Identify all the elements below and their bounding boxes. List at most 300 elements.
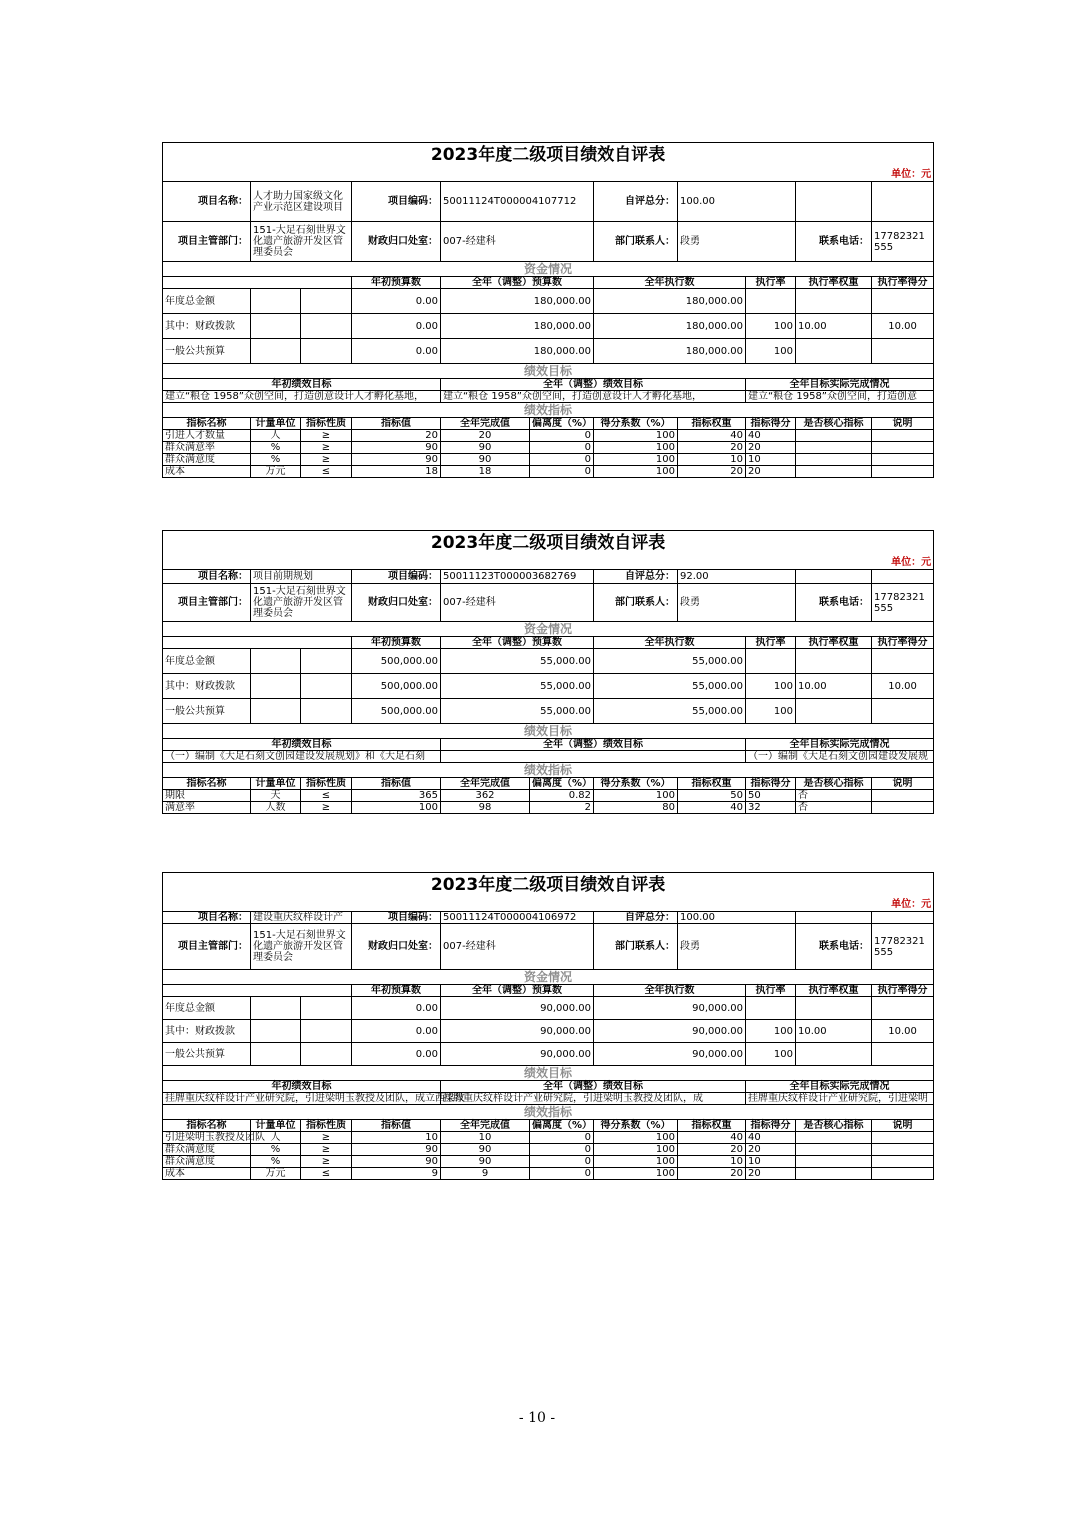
dept-label: 项目主管部门： bbox=[163, 584, 251, 622]
indicator-weight: 20 bbox=[678, 466, 746, 478]
goal-header: 年初绩效目标 bbox=[163, 379, 441, 391]
indicator-value: 100 bbox=[352, 802, 441, 814]
indicator-header: 指标得分 bbox=[746, 1120, 796, 1132]
indicator-done: 18 bbox=[441, 466, 530, 478]
indicator-header: 偏离度（%） bbox=[530, 778, 594, 790]
indicator-core bbox=[796, 454, 872, 466]
fund-header: 执行率权重 bbox=[796, 637, 872, 649]
indicator-header: 得分系数（%） bbox=[594, 1120, 678, 1132]
indicator-core bbox=[796, 442, 872, 454]
indicators-section-title: 绩效指标 bbox=[163, 763, 934, 778]
phone-label: 联系电话： bbox=[796, 584, 872, 622]
fund-header: 全年执行数 bbox=[594, 277, 746, 289]
fund-row-name: 年度总金额 bbox=[163, 289, 251, 314]
total-score: 100.00 bbox=[678, 182, 796, 222]
total-score: 92.00 bbox=[678, 570, 796, 584]
indicator-core: 否 bbox=[796, 790, 872, 802]
fund-executed: 55,000.00 bbox=[594, 674, 746, 699]
indicator-score: 10 bbox=[746, 1156, 796, 1168]
indicator-name: 引进梁明玉教授及团队 bbox=[163, 1132, 251, 1144]
indicator-value: 9 bbox=[352, 1168, 441, 1180]
project-code-label: 项目编码： bbox=[352, 182, 441, 222]
empty-cell bbox=[301, 997, 352, 1020]
indicators-section-title: 绩效指标 bbox=[163, 1105, 934, 1120]
empty-cell bbox=[251, 289, 301, 314]
indicator-score: 50 bbox=[746, 790, 796, 802]
indicator-core: 否 bbox=[796, 802, 872, 814]
goals-section-title: 绩效目标 bbox=[163, 724, 934, 739]
fund-adjusted: 55,000.00 bbox=[441, 649, 594, 674]
indicator-score: 20 bbox=[746, 442, 796, 454]
indicator-name: 成本 bbox=[163, 466, 251, 478]
empty-cell bbox=[796, 912, 872, 924]
fund-weight: 10.00 bbox=[796, 674, 872, 699]
project-name: 建设重庆纹样设计产 bbox=[251, 912, 352, 924]
indicator-header: 说明 bbox=[872, 778, 934, 790]
fund-executed: 180,000.00 bbox=[594, 289, 746, 314]
unit-label: 单位：元 bbox=[163, 557, 934, 570]
indicator-score: 40 bbox=[746, 1132, 796, 1144]
fund-score: 10.00 bbox=[872, 674, 934, 699]
empty-cell bbox=[251, 1043, 301, 1066]
fund-initial: 0.00 bbox=[352, 314, 441, 339]
fund-header: 执行率 bbox=[746, 277, 796, 289]
page-number: - 10 - bbox=[518, 1410, 556, 1426]
indicator-done: 98 bbox=[441, 802, 530, 814]
fund-rate: 100 bbox=[746, 674, 796, 699]
self-eval-sheet-1 bbox=[162, 142, 932, 478]
indicator-done: 90 bbox=[441, 442, 530, 454]
fund-weight bbox=[796, 339, 872, 364]
indicator-done: 10 bbox=[441, 1132, 530, 1144]
indicator-header: 指标得分 bbox=[746, 418, 796, 430]
indicator-unit: 人数 bbox=[251, 802, 301, 814]
fund-rate: 100 bbox=[746, 1043, 796, 1066]
fund-score bbox=[872, 997, 934, 1020]
empty-cell bbox=[301, 674, 352, 699]
indicator-name: 引进人才数量 bbox=[163, 430, 251, 442]
contact-name: 段勇 bbox=[678, 924, 796, 970]
fund-rate: 100 bbox=[746, 339, 796, 364]
contact-label: 部门联系人： bbox=[594, 924, 678, 970]
indicator-weight: 20 bbox=[678, 442, 746, 454]
indicator-header: 全年完成值 bbox=[441, 778, 530, 790]
indicator-core bbox=[796, 1168, 872, 1180]
fund-header: 执行率得分 bbox=[872, 277, 934, 289]
indicator-coef: 100 bbox=[594, 1168, 678, 1180]
finance-office: 007-经建科 bbox=[441, 584, 594, 622]
empty-cell bbox=[251, 1020, 301, 1043]
table-title: 2023年度二级项目绩效自评表 bbox=[163, 873, 934, 899]
indicator-done: 90 bbox=[441, 1156, 530, 1168]
indicator-header: 得分系数（%） bbox=[594, 778, 678, 790]
indicator-unit: % bbox=[251, 442, 301, 454]
empty-cell bbox=[251, 339, 301, 364]
indicator-coef: 100 bbox=[594, 454, 678, 466]
dept-label: 项目主管部门： bbox=[163, 924, 251, 970]
goal-actual: 挂牌重庆纹样设计产业研究院，引进梁明 bbox=[746, 1093, 934, 1105]
indicator-header: 指标值 bbox=[352, 778, 441, 790]
fund-header: 年初预算数 bbox=[352, 637, 441, 649]
fund-header: 全年（调整）预算数 bbox=[441, 277, 594, 289]
empty-cell bbox=[796, 182, 872, 222]
fund-row-name: 其中：财政拨款 bbox=[163, 674, 251, 699]
fund-header: 执行率 bbox=[746, 637, 796, 649]
fund-initial: 0.00 bbox=[352, 1020, 441, 1043]
indicator-header: 是否核心指标 bbox=[796, 418, 872, 430]
indicator-coef: 100 bbox=[594, 466, 678, 478]
fund-row-name: 其中：财政拨款 bbox=[163, 1020, 251, 1043]
goals-section-title: 绩效目标 bbox=[163, 364, 934, 379]
goal-header: 全年目标实际完成情况 bbox=[746, 379, 934, 391]
indicators-section-title: 绩效指标 bbox=[163, 403, 934, 418]
indicator-coef: 100 bbox=[594, 430, 678, 442]
fund-adjusted: 180,000.00 bbox=[441, 314, 594, 339]
fund-header-blank bbox=[163, 277, 352, 289]
indicator-header: 全年完成值 bbox=[441, 418, 530, 430]
goal-header: 全年（调整）绩效目标 bbox=[441, 739, 746, 751]
fund-score bbox=[872, 1043, 934, 1066]
indicator-header: 计量单位 bbox=[251, 1120, 301, 1132]
fund-rate bbox=[746, 289, 796, 314]
fund-executed: 90,000.00 bbox=[594, 997, 746, 1020]
empty-cell bbox=[301, 339, 352, 364]
indicator-value: 90 bbox=[352, 454, 441, 466]
indicator-header: 指标性质 bbox=[301, 418, 352, 430]
fund-executed: 180,000.00 bbox=[594, 339, 746, 364]
indicator-note bbox=[872, 466, 934, 478]
finance-office-label: 财政归口处室： bbox=[352, 924, 441, 970]
goal-header: 年初绩效目标 bbox=[163, 1081, 441, 1093]
fund-initial: 0.00 bbox=[352, 1043, 441, 1066]
unit-label: 单位：元 bbox=[163, 169, 934, 182]
indicator-header: 指标名称 bbox=[163, 1120, 251, 1132]
indicator-dev: 0 bbox=[530, 1132, 594, 1144]
indicator-score: 20 bbox=[746, 1144, 796, 1156]
fund-score: 10.00 bbox=[872, 314, 934, 339]
project-code-label: 项目编码： bbox=[352, 912, 441, 924]
indicator-header: 偏离度（%） bbox=[530, 418, 594, 430]
indicator-note bbox=[872, 802, 934, 814]
indicator-unit: % bbox=[251, 454, 301, 466]
indicator-score: 20 bbox=[746, 1168, 796, 1180]
fund-score bbox=[872, 339, 934, 364]
goal-header: 全年目标实际完成情况 bbox=[746, 1081, 934, 1093]
phone-number: 17782321555 bbox=[872, 924, 934, 970]
fund-rate: 100 bbox=[746, 1020, 796, 1043]
indicator-unit: 万元 bbox=[251, 1168, 301, 1180]
empty-cell bbox=[251, 314, 301, 339]
dept-name: 151-大足石刻世界文化遗产旅游开发区管理委员会 bbox=[251, 222, 352, 262]
fund-weight bbox=[796, 997, 872, 1020]
indicator-coef: 100 bbox=[594, 1132, 678, 1144]
fund-rate: 100 bbox=[746, 699, 796, 724]
total-score: 100.00 bbox=[678, 912, 796, 924]
indicator-value: 90 bbox=[352, 442, 441, 454]
indicator-nature: ≥ bbox=[301, 802, 352, 814]
fund-row-name: 一般公共预算 bbox=[163, 1043, 251, 1066]
indicator-header: 计量单位 bbox=[251, 418, 301, 430]
indicator-header: 指标权重 bbox=[678, 778, 746, 790]
fund-header: 全年执行数 bbox=[594, 985, 746, 997]
indicator-header: 指标值 bbox=[352, 418, 441, 430]
fund-header: 全年执行数 bbox=[594, 637, 746, 649]
indicator-done: 90 bbox=[441, 1144, 530, 1156]
fund-rate bbox=[746, 649, 796, 674]
fund-header: 执行率权重 bbox=[796, 985, 872, 997]
fund-adjusted: 90,000.00 bbox=[441, 1020, 594, 1043]
indicator-header: 指标性质 bbox=[301, 778, 352, 790]
empty-cell bbox=[872, 570, 934, 584]
fund-initial: 500,000.00 bbox=[352, 674, 441, 699]
indicator-nature: ≤ bbox=[301, 466, 352, 478]
indicator-nature: ≤ bbox=[301, 1168, 352, 1180]
fund-header: 执行率得分 bbox=[872, 637, 934, 649]
indicator-weight: 10 bbox=[678, 1156, 746, 1168]
self-eval-sheet-3 bbox=[162, 872, 932, 1180]
fund-header: 执行率得分 bbox=[872, 985, 934, 997]
indicator-header: 指标值 bbox=[352, 1120, 441, 1132]
total-score-label: 自评总分： bbox=[594, 912, 678, 924]
indicator-nature: ≤ bbox=[301, 790, 352, 802]
fund-initial: 500,000.00 bbox=[352, 649, 441, 674]
indicator-note bbox=[872, 442, 934, 454]
finance-office: 007-经建科 bbox=[441, 222, 594, 262]
indicator-note bbox=[872, 454, 934, 466]
fund-row-name: 一般公共预算 bbox=[163, 339, 251, 364]
project-name: 项目前期规划 bbox=[251, 570, 352, 584]
indicator-core bbox=[796, 1132, 872, 1144]
fund-weight: 10.00 bbox=[796, 314, 872, 339]
contact-name: 段勇 bbox=[678, 584, 796, 622]
indicator-header: 说明 bbox=[872, 418, 934, 430]
empty-cell bbox=[301, 314, 352, 339]
fund-adjusted: 90,000.00 bbox=[441, 997, 594, 1020]
empty-cell bbox=[796, 570, 872, 584]
empty-cell bbox=[301, 1020, 352, 1043]
indicator-nature: ≥ bbox=[301, 1132, 352, 1144]
fund-executed: 180,000.00 bbox=[594, 314, 746, 339]
indicator-core bbox=[796, 466, 872, 478]
indicator-unit: % bbox=[251, 1144, 301, 1156]
fund-executed: 55,000.00 bbox=[594, 699, 746, 724]
goal-adjusted: 挂牌重庆纹样设计产业研究院，引进梁明玉教授及团队，成 bbox=[441, 1093, 746, 1105]
indicator-coef: 100 bbox=[594, 1156, 678, 1168]
indicator-coef: 100 bbox=[594, 790, 678, 802]
total-score-label: 自评总分： bbox=[594, 570, 678, 584]
dept-label: 项目主管部门： bbox=[163, 222, 251, 262]
total-score-label: 自评总分： bbox=[594, 182, 678, 222]
empty-cell bbox=[301, 649, 352, 674]
fund-weight bbox=[796, 289, 872, 314]
indicator-dev: 2 bbox=[530, 802, 594, 814]
indicator-header: 指标名称 bbox=[163, 418, 251, 430]
project-name-label: 项目名称： bbox=[163, 182, 251, 222]
indicator-value: 90 bbox=[352, 1156, 441, 1168]
indicator-header: 指标权重 bbox=[678, 418, 746, 430]
evaluation-table bbox=[162, 530, 934, 814]
indicator-score: 20 bbox=[746, 466, 796, 478]
indicator-weight: 20 bbox=[678, 1144, 746, 1156]
self-eval-sheet-2 bbox=[162, 530, 932, 814]
indicator-dev: 0 bbox=[530, 454, 594, 466]
indicator-nature: ≥ bbox=[301, 442, 352, 454]
goal-header: 年初绩效目标 bbox=[163, 739, 441, 751]
empty-cell bbox=[251, 997, 301, 1020]
indicator-weight: 40 bbox=[678, 430, 746, 442]
fund-executed: 90,000.00 bbox=[594, 1020, 746, 1043]
contact-label: 部门联系人： bbox=[594, 222, 678, 262]
fund-header: 执行率权重 bbox=[796, 277, 872, 289]
table-title: 2023年度二级项目绩效自评表 bbox=[163, 143, 934, 169]
project-code: 50011124T000004107712 bbox=[441, 182, 594, 222]
contact-name: 段勇 bbox=[678, 222, 796, 262]
indicator-value: 10 bbox=[352, 1132, 441, 1144]
indicator-header: 计量单位 bbox=[251, 778, 301, 790]
indicator-dev: 0 bbox=[530, 1168, 594, 1180]
indicator-core bbox=[796, 1156, 872, 1168]
empty-cell bbox=[251, 699, 301, 724]
fund-initial: 0.00 bbox=[352, 997, 441, 1020]
evaluation-table bbox=[162, 142, 934, 478]
indicator-value: 20 bbox=[352, 430, 441, 442]
fund-adjusted: 180,000.00 bbox=[441, 339, 594, 364]
indicator-note bbox=[872, 1156, 934, 1168]
dept-name: 151-大足石刻世界文化遗产旅游开发区管理委员会 bbox=[251, 584, 352, 622]
indicator-unit: 人 bbox=[251, 1132, 301, 1144]
fund-weight bbox=[796, 1043, 872, 1066]
indicator-name: 群众满意度 bbox=[163, 1144, 251, 1156]
fund-row-name: 一般公共预算 bbox=[163, 699, 251, 724]
indicator-note bbox=[872, 1168, 934, 1180]
indicator-header: 指标得分 bbox=[746, 778, 796, 790]
funds-section-title: 资金情况 bbox=[163, 262, 934, 277]
goal-adjusted bbox=[441, 751, 746, 763]
indicator-weight: 40 bbox=[678, 1132, 746, 1144]
phone-number: 17782321555 bbox=[872, 222, 934, 262]
fund-score bbox=[872, 699, 934, 724]
empty-cell bbox=[301, 1043, 352, 1066]
indicator-name: 满意率 bbox=[163, 802, 251, 814]
indicator-header: 是否核心指标 bbox=[796, 778, 872, 790]
empty-cell bbox=[301, 699, 352, 724]
phone-label: 联系电话： bbox=[796, 924, 872, 970]
finance-office-label: 财政归口处室： bbox=[352, 222, 441, 262]
goal-initial: 挂牌重庆纹样设计产业研究院，引进梁明玉教授及团队，成立西梁纹 bbox=[163, 1093, 441, 1105]
project-name-label: 项目名称： bbox=[163, 912, 251, 924]
indicator-weight: 40 bbox=[678, 802, 746, 814]
project-code: 50011124T000004106972 bbox=[441, 912, 594, 924]
indicator-score: 40 bbox=[746, 430, 796, 442]
empty-cell bbox=[872, 912, 934, 924]
indicator-header: 偏离度（%） bbox=[530, 1120, 594, 1132]
goals-section-title: 绩效目标 bbox=[163, 1066, 934, 1081]
indicator-name: 成本 bbox=[163, 1168, 251, 1180]
indicator-coef: 80 bbox=[594, 802, 678, 814]
indicator-header: 是否核心指标 bbox=[796, 1120, 872, 1132]
indicator-nature: ≥ bbox=[301, 430, 352, 442]
empty-cell bbox=[301, 289, 352, 314]
empty-cell bbox=[872, 182, 934, 222]
phone-number: 17782321555 bbox=[872, 584, 934, 622]
indicator-note bbox=[872, 430, 934, 442]
fund-score bbox=[872, 649, 934, 674]
funds-section-title: 资金情况 bbox=[163, 970, 934, 985]
fund-header: 全年（调整）预算数 bbox=[441, 637, 594, 649]
goal-initial: 建立“粮仓 1958”众创空间，打造创意设计人才孵化基地， bbox=[163, 391, 441, 403]
fund-executed: 90,000.00 bbox=[594, 1043, 746, 1066]
goal-header: 全年目标实际完成情况 bbox=[746, 739, 934, 751]
indicator-weight: 10 bbox=[678, 454, 746, 466]
dept-name: 151-大足石刻世界文化遗产旅游开发区管理委员会 bbox=[251, 924, 352, 970]
indicator-name: 群众满意度 bbox=[163, 1156, 251, 1168]
goal-header: 全年（调整）绩效目标 bbox=[441, 379, 746, 391]
fund-header: 年初预算数 bbox=[352, 277, 441, 289]
empty-cell bbox=[251, 649, 301, 674]
indicator-header: 指标名称 bbox=[163, 778, 251, 790]
fund-adjusted: 55,000.00 bbox=[441, 674, 594, 699]
fund-initial: 0.00 bbox=[352, 339, 441, 364]
indicator-unit: 人 bbox=[251, 430, 301, 442]
indicator-nature: ≥ bbox=[301, 454, 352, 466]
table-title: 2023年度二级项目绩效自评表 bbox=[163, 531, 934, 557]
indicator-core bbox=[796, 1144, 872, 1156]
fund-weight: 10.00 bbox=[796, 1020, 872, 1043]
indicator-value: 365 bbox=[352, 790, 441, 802]
empty-cell bbox=[251, 674, 301, 699]
indicator-header: 得分系数（%） bbox=[594, 418, 678, 430]
funds-section-title: 资金情况 bbox=[163, 622, 934, 637]
fund-header: 年初预算数 bbox=[352, 985, 441, 997]
indicator-nature: ≥ bbox=[301, 1144, 352, 1156]
indicator-note bbox=[872, 1132, 934, 1144]
fund-weight bbox=[796, 699, 872, 724]
indicator-name: 群众满意度 bbox=[163, 454, 251, 466]
fund-score: 10.00 bbox=[872, 1020, 934, 1043]
fund-executed: 55,000.00 bbox=[594, 649, 746, 674]
indicator-value: 90 bbox=[352, 1144, 441, 1156]
fund-initial: 500,000.00 bbox=[352, 699, 441, 724]
indicator-note bbox=[872, 790, 934, 802]
indicator-header: 指标权重 bbox=[678, 1120, 746, 1132]
fund-adjusted: 180,000.00 bbox=[441, 289, 594, 314]
project-name: 人才助力国家级文化产业示范区建设项目 bbox=[251, 182, 352, 222]
phone-label: 联系电话： bbox=[796, 222, 872, 262]
contact-label: 部门联系人： bbox=[594, 584, 678, 622]
fund-initial: 0.00 bbox=[352, 289, 441, 314]
project-code-label: 项目编码： bbox=[352, 570, 441, 584]
fund-weight bbox=[796, 649, 872, 674]
goal-actual: 建立“粮仓 1958”众创空间，打造创意 bbox=[746, 391, 934, 403]
fund-header: 执行率 bbox=[746, 985, 796, 997]
indicator-dev: 0 bbox=[530, 1156, 594, 1168]
indicator-header: 全年完成值 bbox=[441, 1120, 530, 1132]
indicator-core bbox=[796, 430, 872, 442]
fund-rate bbox=[746, 997, 796, 1020]
indicator-dev: 0 bbox=[530, 466, 594, 478]
indicator-coef: 100 bbox=[594, 442, 678, 454]
fund-adjusted: 55,000.00 bbox=[441, 699, 594, 724]
indicator-dev: 0 bbox=[530, 442, 594, 454]
fund-header-blank bbox=[163, 985, 352, 997]
indicator-weight: 20 bbox=[678, 1168, 746, 1180]
fund-row-name: 年度总金额 bbox=[163, 649, 251, 674]
indicator-done: 9 bbox=[441, 1168, 530, 1180]
indicator-done: 20 bbox=[441, 430, 530, 442]
fund-header: 全年（调整）预算数 bbox=[441, 985, 594, 997]
goal-actual: （一）编制《大足石刻文创园建设发展规 bbox=[746, 751, 934, 763]
indicator-unit: 万元 bbox=[251, 466, 301, 478]
